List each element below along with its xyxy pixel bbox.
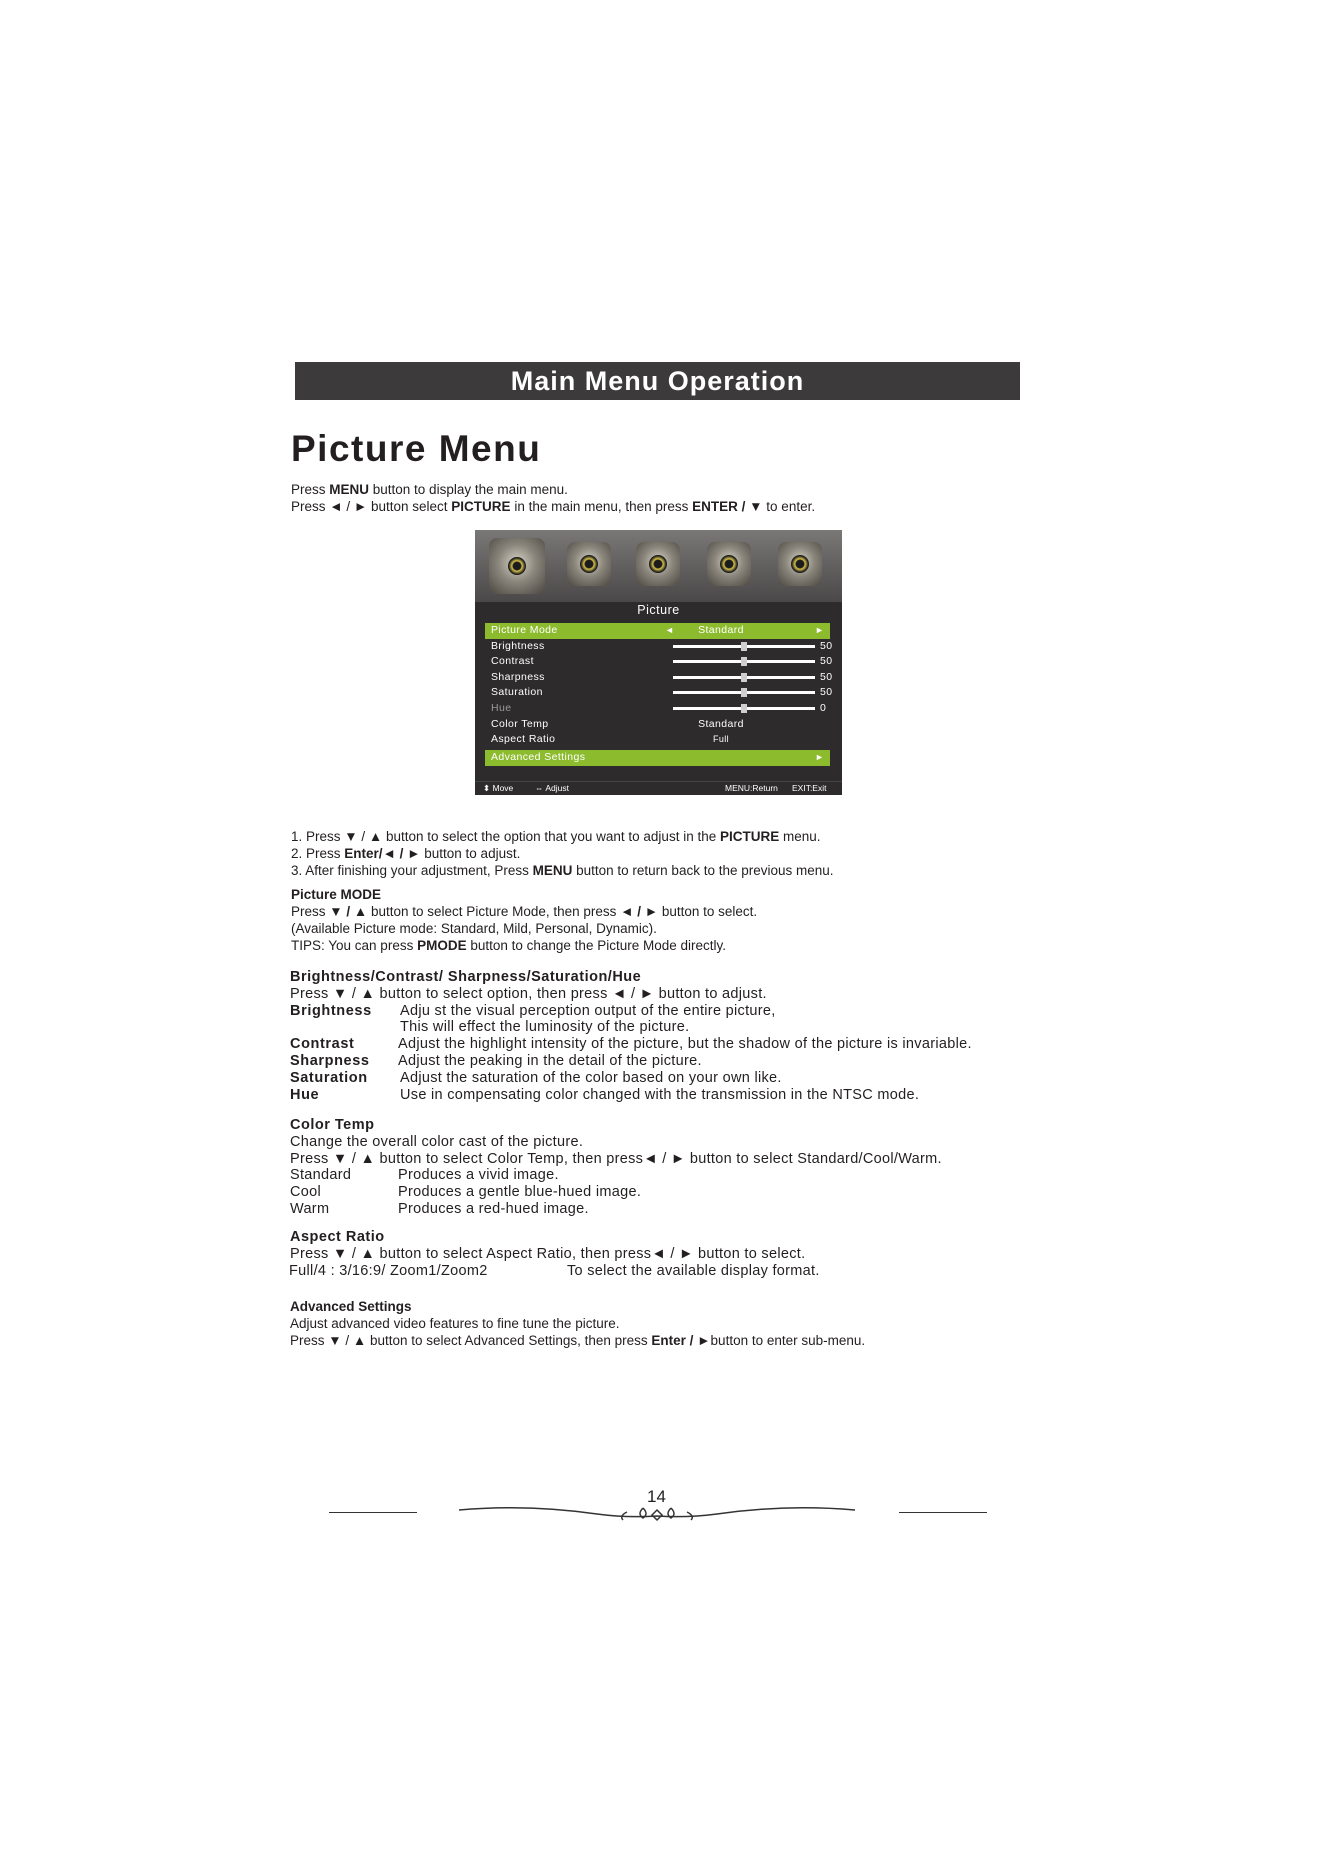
osd-footer-adjust: ⇔ Adjust <box>535 783 570 793</box>
bcs-section <box>290 969 972 1103</box>
bcs-item-key: Saturation <box>290 1069 368 1086</box>
bcs-item-value: Adjust the peaking in the detail of the picture. <box>398 1052 702 1069</box>
color-temp-key: Cool <box>290 1184 322 1201</box>
osd-row-number: 50 <box>820 671 833 683</box>
osd-row-value: Standard <box>698 718 744 730</box>
osd-footer-menu: MENU:Return <box>725 783 778 793</box>
osd-row-number: 50 <box>820 686 833 698</box>
text: button to display the main menu. <box>369 482 568 497</box>
bcs-item <box>290 1053 767 1070</box>
osd-slider[interactable] <box>673 707 815 710</box>
osd-slider-knob[interactable] <box>741 704 747 713</box>
text-bold: ◄ / ► <box>620 904 659 919</box>
osd-row-saturation[interactable] <box>485 685 833 701</box>
text-bold: PICTURE <box>719 829 780 844</box>
text: button to adjust. <box>420 846 521 861</box>
bcs-item-value: Adju st the visual perception output of the entire picture, <box>400 1002 776 1019</box>
aspect-value: To select the available display format. <box>567 1262 820 1279</box>
osd-row-value: Standard <box>698 624 744 636</box>
text-bold: PMODE <box>417 938 467 953</box>
text: 3. After finishing your adjustment, Press <box>291 863 533 878</box>
bcs-item-key: Brightness <box>290 1002 372 1019</box>
bcs-item-key: Sharpness <box>290 1052 370 1069</box>
text: to enter. <box>762 499 816 514</box>
section-banner: Main Menu Operation <box>295 362 1020 400</box>
picture-mode-heading: Picture MODE <box>291 887 382 902</box>
text: button to select. <box>658 904 758 919</box>
text: button to select Picture Mode, then press <box>367 904 621 919</box>
osd-row-label: Picture Mode <box>491 624 558 636</box>
bcs-intro: Press ▼ / ▲ button to select option, then press ◄ / ► button to adjust. <box>290 985 767 1002</box>
osd-row-hue[interactable] <box>485 701 830 717</box>
text: Press <box>291 482 330 497</box>
osd-row-number: 50 <box>820 655 833 667</box>
bcs-item <box>290 1002 776 1020</box>
color-temp-value: Produces a vivid image. <box>398 1167 559 1184</box>
tv-osd-picture-menu <box>475 530 842 795</box>
text-bold: MENU <box>329 482 370 497</box>
bcs-heading: Brightness/Contrast/ Sharpness/Saturation/Hue <box>290 969 642 985</box>
bcs-item-value: This will effect the luminosity of the picture. <box>400 1019 690 1036</box>
osd-footer-move: ⬍ Move <box>483 783 514 793</box>
text: in the main menu, then press <box>510 499 693 514</box>
text: menu. <box>779 829 821 844</box>
bcs-item <box>290 1036 972 1053</box>
text: button to change the Picture Mode directly. <box>466 938 726 953</box>
footer-rule-left <box>329 1512 417 1513</box>
step-3 <box>291 863 834 880</box>
osd-row-color-temp[interactable] <box>485 717 830 733</box>
bcs-item <box>290 1019 767 1036</box>
osd-footer <box>475 781 842 795</box>
osd-row-brightness[interactable] <box>485 639 833 655</box>
color-temp-item <box>290 1201 942 1218</box>
osd-slider-knob[interactable] <box>741 657 747 666</box>
osd-row-label: Hue <box>491 702 512 714</box>
osd-caption: Picture <box>637 603 680 617</box>
picture-mode-tips <box>291 938 726 955</box>
osd-slider[interactable] <box>673 660 815 663</box>
page-number: 14 <box>647 1487 666 1506</box>
intro-line-2 <box>291 499 815 516</box>
step-2 <box>291 846 520 863</box>
osd-slider[interactable] <box>673 691 815 694</box>
advanced-line-2 <box>290 1333 865 1350</box>
picture-mode-line-1 <box>291 904 757 921</box>
text: Press <box>291 904 330 919</box>
osd-icon-bar <box>475 530 842 602</box>
advanced-heading: Advanced Settings <box>290 1299 412 1314</box>
right-arrow-icon[interactable]: ► <box>815 752 825 762</box>
picture-icon <box>489 538 545 594</box>
color-temp-section <box>290 1117 942 1218</box>
color-temp-item <box>290 1167 942 1184</box>
text-bold: ENTER / ▼ <box>692 499 763 514</box>
osd-slider-knob[interactable] <box>741 688 747 697</box>
picture-mode-line-2: (Available Picture mode: Standard, Mild, Personal, Dynamic). <box>291 921 657 936</box>
bcs-item-value: Use in compensating color changed with the transmission in the NTSC mode. <box>400 1086 920 1103</box>
text: 2. Press <box>291 846 345 861</box>
color-temp-value: Produces a gentle blue-hued image. <box>398 1184 642 1201</box>
osd-row-number: 50 <box>820 640 833 652</box>
text: button to return back to the previous menu. <box>572 863 834 878</box>
bcs-item <box>290 1069 782 1087</box>
osd-row-label: Brightness <box>491 640 545 652</box>
bcs-item-value: Adjust the saturation of the color based on your own like. <box>400 1069 782 1086</box>
osd-row-label: Aspect Ratio <box>491 733 556 745</box>
color-temp-heading: Color Temp <box>290 1117 375 1133</box>
osd-row-label: Contrast <box>491 655 534 667</box>
color-temp-key: Standard <box>290 1167 352 1184</box>
left-arrow-icon[interactable]: ◄ <box>665 625 675 635</box>
bcs-item <box>290 1086 920 1104</box>
osd-row-contrast[interactable] <box>485 654 833 670</box>
bcs-item-value: Adjust the highlight intensity of the picture, but the shadow of the picture is invariable. <box>398 1036 972 1053</box>
osd-row-label: Saturation <box>491 686 543 698</box>
osd-footer-exit: EXIT:Exit <box>792 783 827 793</box>
channel-icon <box>636 542 680 586</box>
sound-icon <box>567 542 611 586</box>
osd-row-label: Color Temp <box>491 718 549 730</box>
osd-row-sharpness[interactable] <box>485 670 833 686</box>
osd-row-aspect-ratio[interactable] <box>485 732 830 748</box>
intro-line-1 <box>291 482 568 499</box>
text: Press ▼ / ▲ button to select Advanced Settings, then press <box>290 1333 652 1348</box>
setup-icon <box>778 542 822 586</box>
text-bold: Enter / ► <box>651 1333 711 1348</box>
osd-row-number: 0 <box>820 702 827 714</box>
text-bold: PICTURE <box>451 499 511 514</box>
aspect-key: Full/4 : 3/16:9/ Zoom1/Zoom2 <box>289 1262 488 1279</box>
text-bold: MENU <box>532 863 573 878</box>
bcs-item-key: Hue <box>290 1086 320 1103</box>
osd-slider-knob[interactable] <box>741 673 747 682</box>
step-1 <box>291 829 821 846</box>
osd-row-label: Advanced Settings <box>491 751 586 763</box>
text-bold: Enter/◄ / ► <box>344 846 421 861</box>
osd-row-advanced-settings[interactable] <box>485 750 830 766</box>
aspect-heading: Aspect Ratio <box>290 1229 385 1245</box>
page-title: Picture Menu <box>291 428 542 469</box>
color-temp-item <box>290 1184 942 1201</box>
bcs-item-key: Contrast <box>290 1036 355 1053</box>
text: Press ◄ / ► button select <box>291 499 452 514</box>
right-arrow-icon[interactable]: ► <box>815 625 825 635</box>
osd-slider-knob[interactable] <box>741 642 747 651</box>
color-temp-value: Produces a red-hued image. <box>398 1200 589 1217</box>
osd-row-picture-mode[interactable] <box>485 623 830 639</box>
osd-row-value: Full <box>712 734 730 744</box>
osd-row-label: Sharpness <box>491 671 545 683</box>
osd-slider[interactable] <box>673 645 815 648</box>
osd-slider[interactable] <box>673 676 815 679</box>
lock-icon <box>707 542 751 586</box>
color-temp-line-2: Press ▼ / ▲ button to select Color Temp, then press◄ / ► button to select Standard/Cool/Warm. <box>290 1150 942 1167</box>
text-bold: ▼ / ▲ <box>329 904 368 919</box>
text: button to enter sub-menu. <box>710 1333 866 1348</box>
text: TIPS: You can press <box>291 938 418 953</box>
color-temp-key: Warm <box>290 1200 330 1217</box>
advanced-line-1: Adjust advanced video features to fine tune the picture. <box>290 1316 620 1331</box>
aspect-line-1: Press ▼ / ▲ button to select Aspect Ratio, then press◄ / ► button to select. <box>290 1245 806 1262</box>
aspect-section <box>289 1229 820 1279</box>
text: 1. Press ▼ / ▲ button to select the option that you want to adjust in the <box>291 829 720 844</box>
color-temp-line-1: Change the overall color cast of the picture. <box>290 1133 584 1150</box>
aspect-row <box>289 1262 820 1280</box>
footer-rule-right <box>899 1512 987 1513</box>
